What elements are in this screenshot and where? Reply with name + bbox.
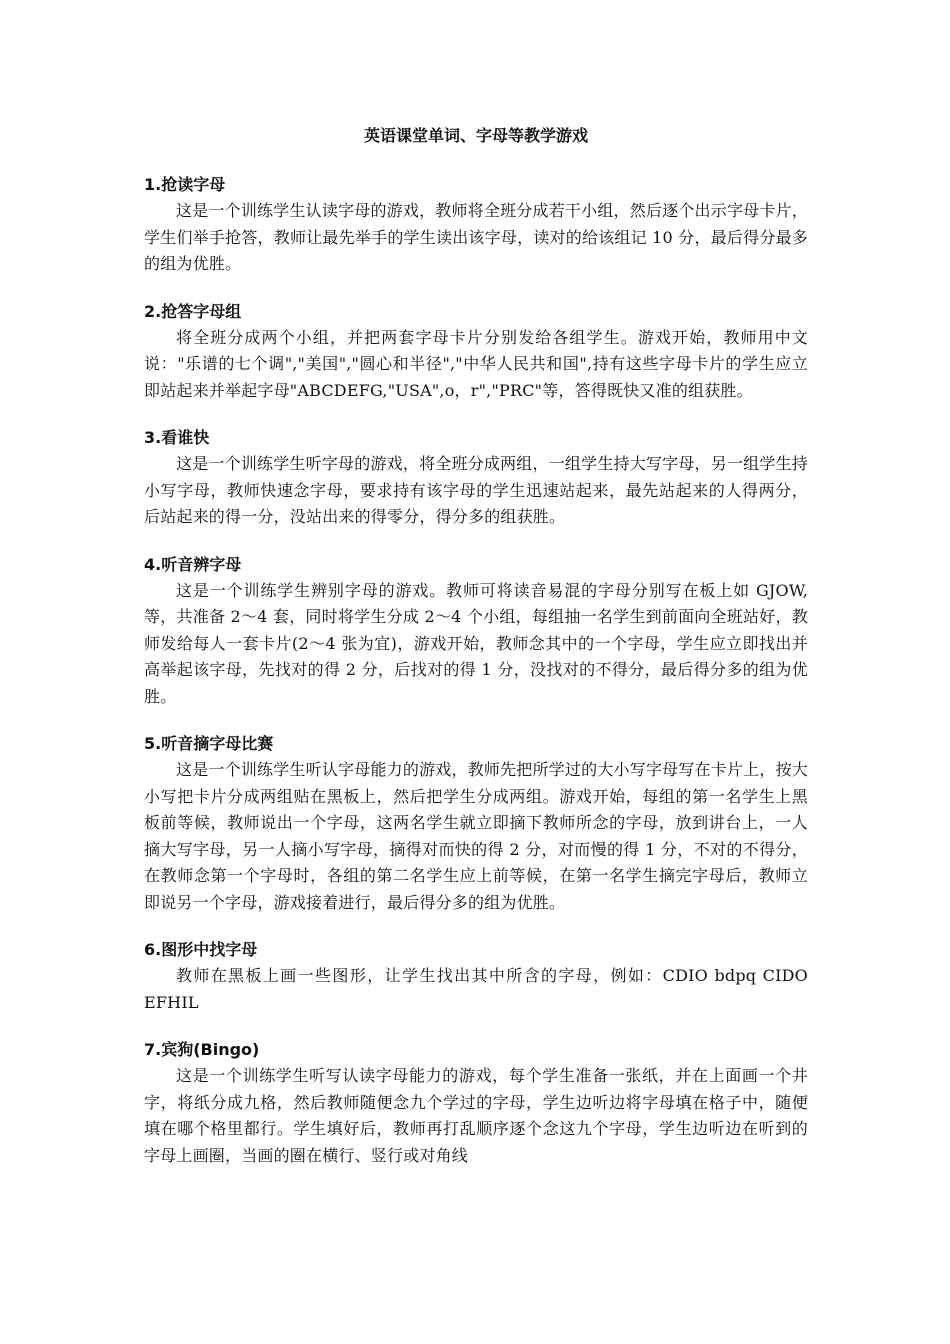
section-paragraph: 将全班分成两个小组，并把两套字母卡片分别发给各组学生。游戏开始，教师用中文说："乐谱的七个调","美国","圆心和半径","中华人民共和国",持有这些字母卡片的学生应立即站起来并举起字母"ABCDEFG,"USA",o，r","PRC"等，答得既快又准的组获胜。 (144, 327, 808, 400)
section-4 (144, 552, 808, 711)
section-heading: 1.抢读字母 (144, 175, 226, 194)
section-heading: 7.宾狗(Bingo) (144, 1040, 260, 1059)
section-5 (144, 731, 808, 916)
section-heading: 4.听音辨字母 (144, 554, 242, 574)
section-heading: 2.抢答字母组 (144, 301, 242, 321)
section-paragraph: 教师在黑板上画一些图形，让学生找出其中所含的字母，例如：CDIO bdpq CIDO EFHIL (144, 966, 808, 1012)
section-heading: 3.看谁快 (144, 428, 210, 447)
section-7 (144, 1037, 808, 1169)
section-2 (144, 299, 808, 405)
section-paragraph: 这是一个训练学生认读字母的游戏，教师将全班分成若干小组，然后逐个出示字母卡片，学生们举手抢答，教师让最先举手的学生读出该字母，读对的给该组记 10 分，最后得分最多的组为优胜。 (144, 201, 808, 273)
section-3 (144, 425, 808, 531)
document-title: 英语课堂单词、字母等教学游戏 (363, 126, 588, 145)
section-paragraph: 这是一个训练学生听字母的游戏，将全班分成两组，一组学生持大写字母，另一组学生持小写字母，教师快速念字母，要求持有该字母的学生迅速站起来，最先站起来的人得两分，后站起来的得一分，没站出来的得零分，得分多的组获胜。 (144, 454, 808, 526)
section-heading: 5.听音摘字母比赛 (144, 734, 274, 753)
section-paragraph: 这是一个训练学生听认字母能力的游戏，教师先把所学过的大小写字母写在卡片上，按大小写把卡片分成两组贴在黑板上，然后把学生分成两组。游戏开始，每组的第一名学生上黑板前等候，教师说出一个字母，这两名学生就立即摘下教师所念的字母，放到讲台上，一人摘大写字母，另一人摘小写字母，摘得对而快的得 2 分，对而慢的得 1 分，不对的不得分，在教师念第一个字母时，各组的第二名学生应上前等候，在第一名学生摘完字母后，教师立即说另一个字母，游戏接着进行，最后得分多的组为优胜。 (144, 760, 808, 912)
document-page (144, 122, 808, 1190)
section-6 (144, 937, 808, 1016)
section-1 (144, 172, 808, 278)
section-paragraph: 这是一个训练学生辨别字母的游戏。教师可将读音易混的字母分别写在板上如 GJOW,等，共准备 2～4 套，同时将学生分成 2～4 个小组，每组抽一名学生到前面向全班站好，教师发给每人一套卡片(2～4 张为宜)，游戏开始，教师念其中的一个字母，学生应立即找出并高举起该字母，先找对的得 2 分，后找对的得 1 分，没找对的不得分，最后得分多的组为优胜。 (144, 580, 808, 706)
section-paragraph: 这是一个训练学生听写认读字母能力的游戏，每个学生准备一张纸，并在上面画一个井字，将纸分成九格，然后教师随便念九个学过的字母，学生边听边将字母填在格子中，随便填在哪个格里都行。学生填好后，教师再打乱顺序逐个念这九个字母，学生边听边在听到的字母上画圈，当画的圈在横行、竖行或对角线 (144, 1066, 808, 1165)
section-heading: 6.图形中找字母 (144, 940, 258, 959)
